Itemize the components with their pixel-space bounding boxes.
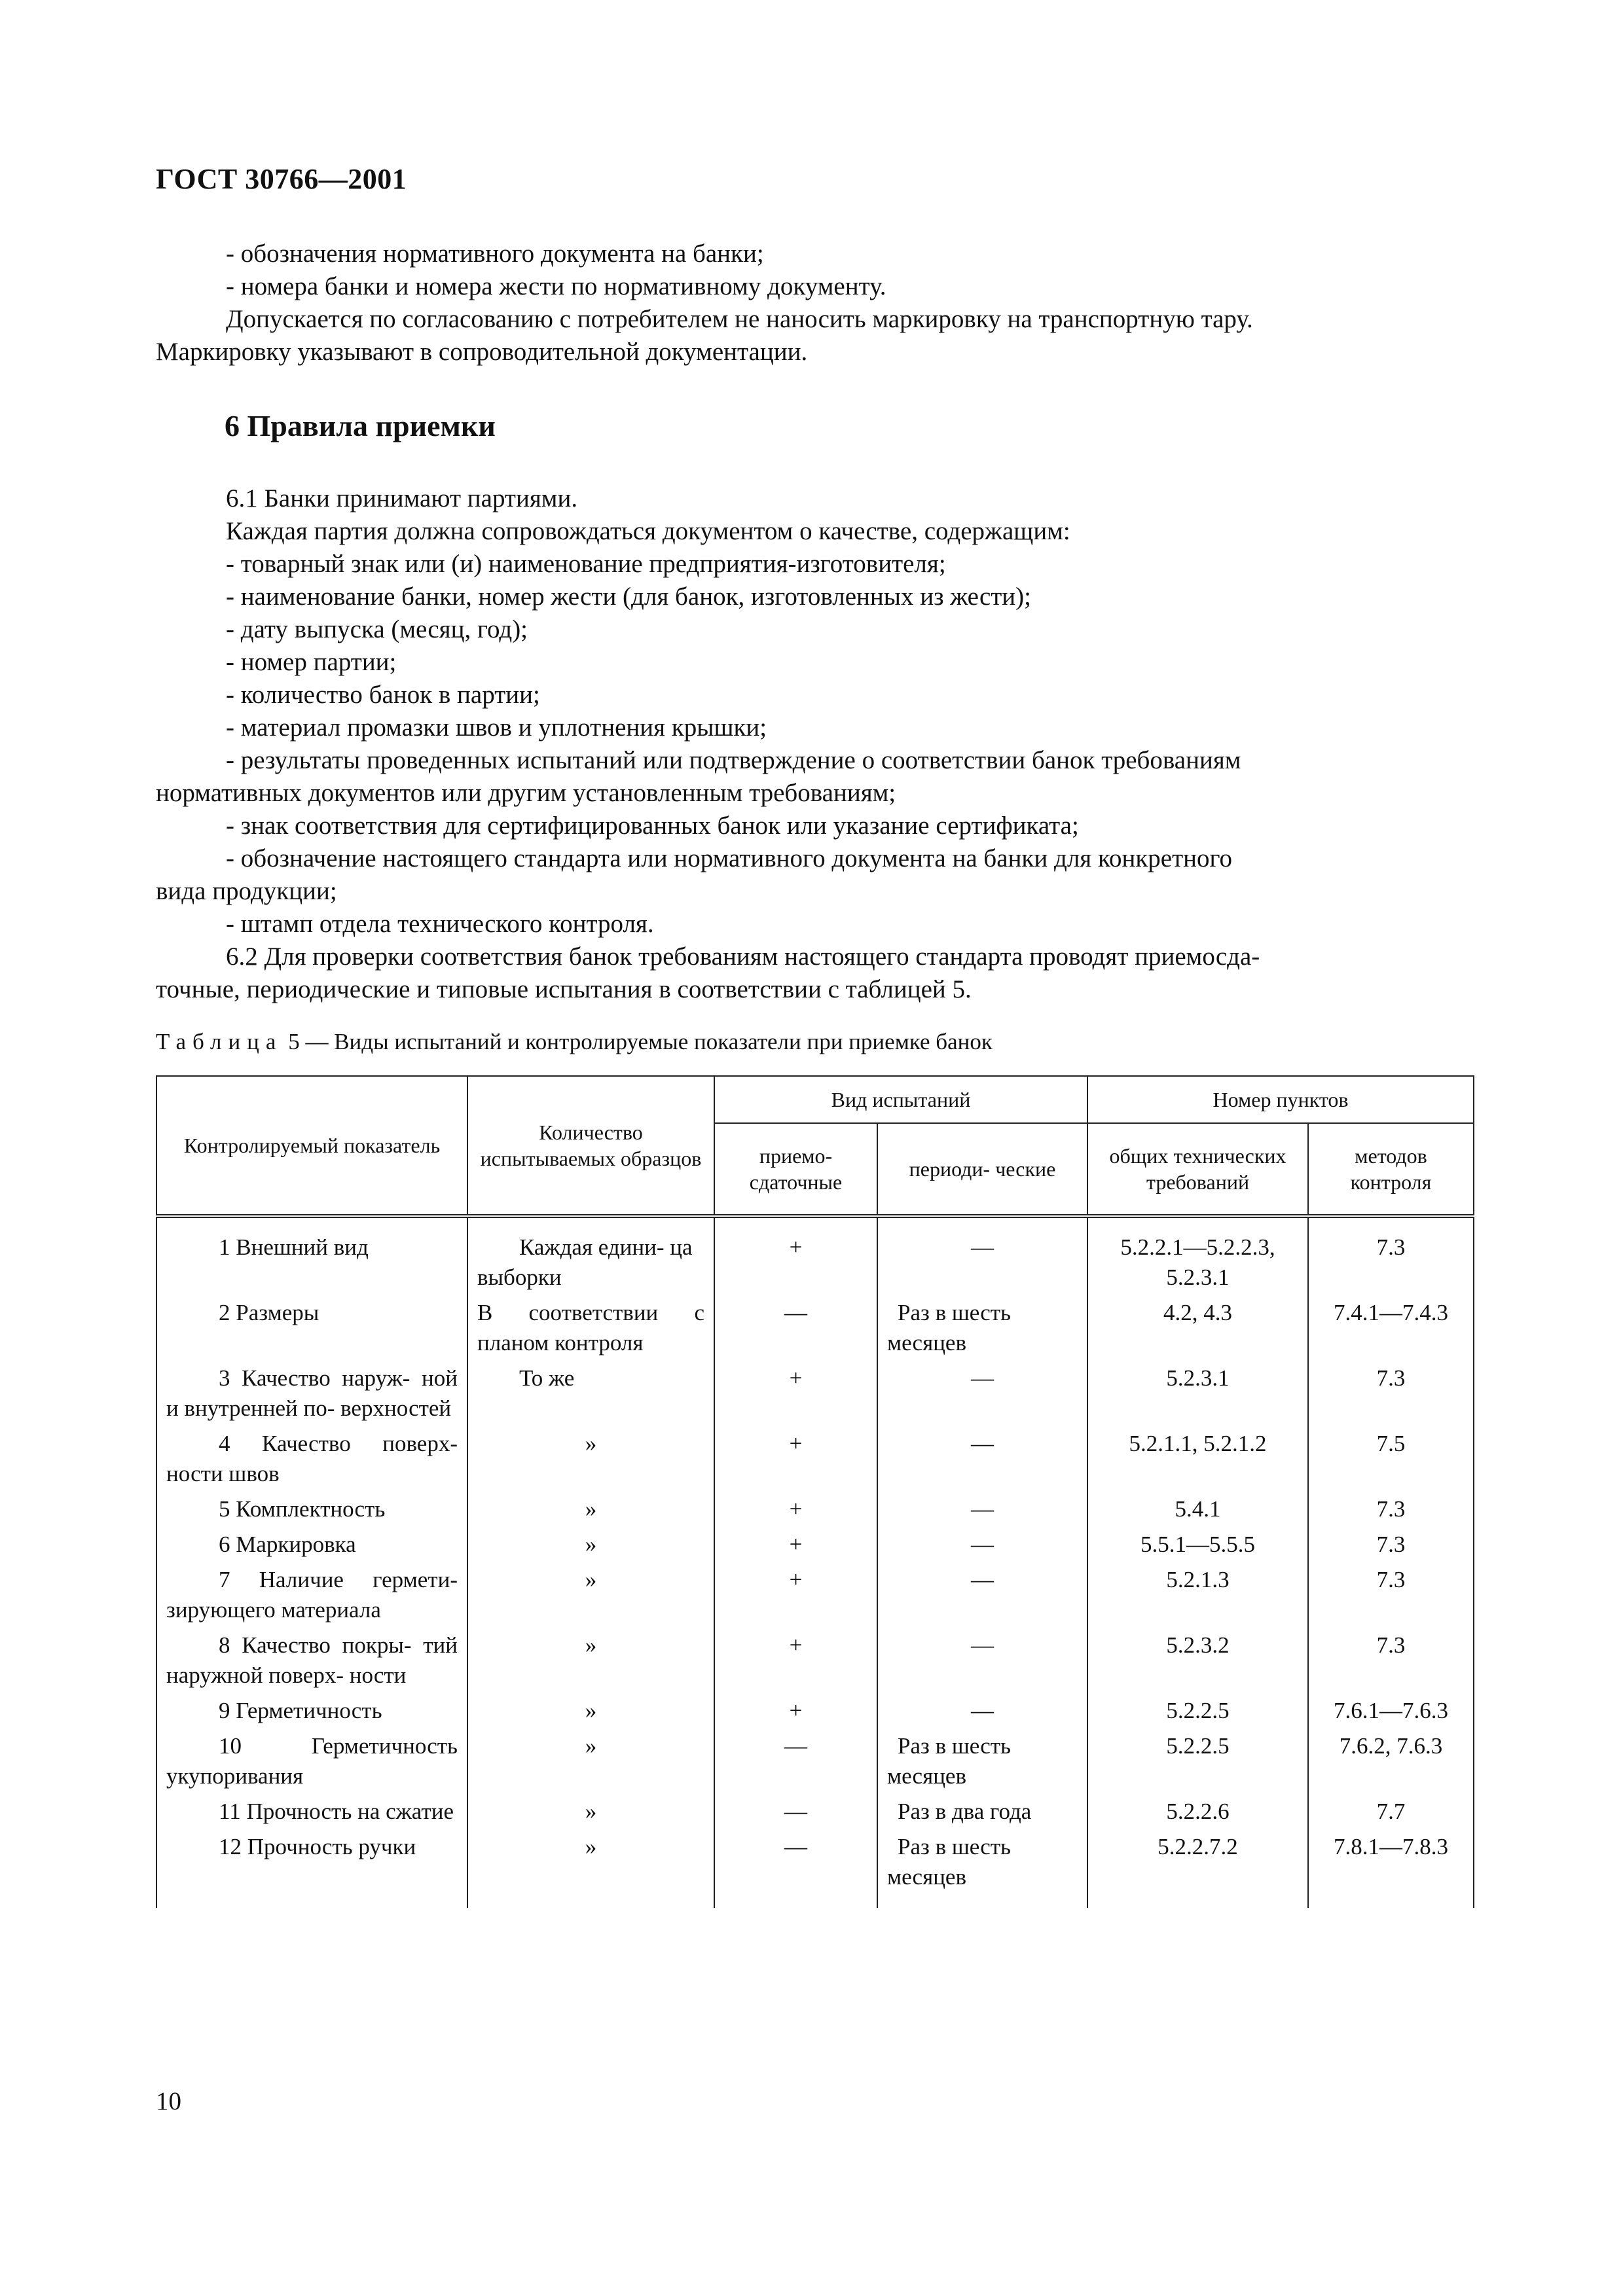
intro-line: - номера банки и номера жести по нормативному документу. xyxy=(226,272,886,300)
cell-methods: 7.6.2, 7.6.3 xyxy=(1308,1729,1474,1794)
paragraph-6-2: 6.2 Для проверки соответствия банок требованиям настоящего стандарта проводят приемосда- xyxy=(226,942,1260,971)
cell-acceptance: — xyxy=(714,1295,877,1361)
paragraph-6-1: 6.1 Банки принимают партиями. xyxy=(226,484,578,512)
document-header: ГОСТ 30766—2001 xyxy=(156,163,407,195)
intro-line: - обозначения нормативного документа на банки; xyxy=(226,240,764,268)
cell-samples: » xyxy=(467,1562,714,1628)
cell-general: 5.2.2.7.2 xyxy=(1087,1829,1308,1908)
list-item: - товарный знак или (и) наименование предприятия-изготовителя; xyxy=(226,550,946,578)
cell-samples: » xyxy=(467,1829,714,1908)
cell-samples: Каждая едини- ца выборки xyxy=(467,1216,714,1295)
cell-methods: 7.6.1—7.6.3 xyxy=(1308,1693,1474,1729)
table-row xyxy=(156,1729,1474,1794)
cell-indicator: 12 Прочность ручки xyxy=(156,1829,467,1908)
paragraph-6-2-continuation: точные, периодические и типовые испытания в соответствии с таблицей 5. xyxy=(156,975,972,1003)
cell-indicator: 1 Внешний вид xyxy=(156,1216,467,1295)
list-item: - штамп отдела технического контроля. xyxy=(226,910,654,938)
cell-indicator: 2 Размеры xyxy=(156,1295,467,1361)
table-row xyxy=(156,1295,1474,1361)
cell-methods: 7.3 xyxy=(1308,1527,1474,1562)
header-indicator: Контролируемый показатель xyxy=(156,1076,467,1216)
list-item: - количество банок в партии; xyxy=(226,681,540,709)
cell-periodic: Раз в шесть месяцев xyxy=(877,1829,1087,1908)
cell-general: 5.2.1.3 xyxy=(1087,1562,1308,1628)
intro-paragraph-line: Маркировку указывают в сопроводительной документации. xyxy=(156,338,808,366)
cell-methods: 7.3 xyxy=(1308,1628,1474,1693)
cell-acceptance: + xyxy=(714,1426,877,1492)
cell-general: 5.2.3.1 xyxy=(1087,1361,1308,1426)
table-caption xyxy=(156,1029,993,1055)
list-item-continuation: вида продукции; xyxy=(156,877,337,905)
table-row xyxy=(156,1628,1474,1693)
cell-samples: То же xyxy=(467,1361,714,1426)
page-number: 10 xyxy=(156,2087,181,2115)
cell-acceptance: + xyxy=(714,1628,877,1693)
cell-samples: В соответствии с планом контроля xyxy=(467,1295,714,1361)
list-item: - наименование банки, номер жести (для банок, изготовленных из жести); xyxy=(226,583,1031,611)
section-body xyxy=(156,482,1473,1006)
intro-block xyxy=(156,238,1473,368)
cell-samples: » xyxy=(467,1492,714,1527)
table-row xyxy=(156,1794,1474,1829)
table-row xyxy=(156,1527,1474,1562)
cell-indicator: 7 Наличие гермети- зирующего материала xyxy=(156,1562,467,1628)
cell-methods: 7.5 xyxy=(1308,1426,1474,1492)
table-caption-word: Таблица xyxy=(156,1029,283,1054)
cell-general: 5.2.1.1, 5.2.1.2 xyxy=(1087,1426,1308,1492)
cell-methods: 7.3 xyxy=(1308,1216,1474,1295)
header-clause-numbers: Номер пунктов xyxy=(1087,1076,1474,1123)
cell-indicator: 3 Качество наруж- ной и внутренней по- верхностей xyxy=(156,1361,467,1426)
cell-general: 5.5.1—5.5.5 xyxy=(1087,1527,1308,1562)
cell-acceptance: — xyxy=(714,1729,877,1794)
cell-indicator: 10 Герметичность укупоривания xyxy=(156,1729,467,1794)
paragraph-6-1-intro: Каждая партия должна сопровождаться документом о качестве, содержащим: xyxy=(226,517,1070,545)
cell-acceptance: + xyxy=(714,1216,877,1295)
cell-periodic: — xyxy=(877,1361,1087,1426)
cell-samples: » xyxy=(467,1794,714,1829)
intro-paragraph-line: Допускается по согласованию с потребителем не наносить маркировку на транспортную тару. xyxy=(226,305,1253,333)
cell-acceptance: — xyxy=(714,1794,877,1829)
list-item: - знак соответствия для сертифицированных банок или указание сертификата; xyxy=(226,812,1079,840)
cell-indicator: 11 Прочность на сжатие xyxy=(156,1794,467,1829)
cell-general: 5.2.2.5 xyxy=(1087,1729,1308,1794)
cell-samples: » xyxy=(467,1693,714,1729)
cell-acceptance: + xyxy=(714,1527,877,1562)
cell-methods: 7.4.1—7.4.3 xyxy=(1308,1295,1474,1361)
cell-methods: 7.7 xyxy=(1308,1794,1474,1829)
table-caption-text: 5 — Виды испытаний и контролируемые показатели при приемке банок xyxy=(288,1029,993,1054)
cell-indicator: 9 Герметичность xyxy=(156,1693,467,1729)
cell-methods: 7.3 xyxy=(1308,1361,1474,1426)
table-row xyxy=(156,1426,1474,1492)
list-item: - номер партии; xyxy=(226,648,397,676)
table-row xyxy=(156,1829,1474,1908)
cell-periodic: — xyxy=(877,1693,1087,1729)
acceptance-table xyxy=(156,1075,1474,1908)
list-item-continuation: нормативных документов или другим установленным требованиям; xyxy=(156,779,896,807)
table-row xyxy=(156,1492,1474,1527)
cell-acceptance: + xyxy=(714,1492,877,1527)
cell-periodic: Раз в шесть месяцев xyxy=(877,1729,1087,1794)
cell-acceptance: + xyxy=(714,1361,877,1426)
cell-periodic: — xyxy=(877,1628,1087,1693)
section-heading: 6 Правила приемки xyxy=(225,409,496,442)
cell-samples: » xyxy=(467,1729,714,1794)
cell-methods: 7.8.1—7.8.3 xyxy=(1308,1829,1474,1908)
header-test-type: Вид испытаний xyxy=(714,1076,1087,1123)
header-general: общих технических требований xyxy=(1087,1123,1308,1216)
cell-periodic: — xyxy=(877,1216,1087,1295)
cell-general: 5.4.1 xyxy=(1087,1492,1308,1527)
cell-general: 4.2, 4.3 xyxy=(1087,1295,1308,1361)
cell-periodic: — xyxy=(877,1492,1087,1527)
list-item: - материал промазки швов и уплотнения крышки; xyxy=(226,713,767,742)
cell-samples: » xyxy=(467,1426,714,1492)
cell-periodic: Раз в шесть месяцев xyxy=(877,1295,1087,1361)
cell-periodic: Раз в два года xyxy=(877,1794,1087,1829)
cell-indicator: 4 Качество поверх- ности швов xyxy=(156,1426,467,1492)
cell-acceptance: + xyxy=(714,1562,877,1628)
list-item: - дату выпуска (месяц, год); xyxy=(226,615,528,643)
header-acceptance: приемо- сдаточные xyxy=(714,1123,877,1216)
cell-acceptance: + xyxy=(714,1693,877,1729)
cell-periodic: — xyxy=(877,1426,1087,1492)
table-row xyxy=(156,1361,1474,1426)
table-row xyxy=(156,1562,1474,1628)
cell-acceptance: — xyxy=(714,1829,877,1908)
header-periodic: периоди- ческие xyxy=(877,1123,1087,1216)
cell-periodic: — xyxy=(877,1527,1087,1562)
list-item: - обозначение настоящего стандарта или нормативного документа на банки для конкретного xyxy=(226,844,1233,872)
cell-indicator: 6 Маркировка xyxy=(156,1527,467,1562)
cell-indicator: 5 Комплектность xyxy=(156,1492,467,1527)
table-row xyxy=(156,1216,1474,1295)
cell-indicator: 8 Качество покры- тий наружной поверх- ности xyxy=(156,1628,467,1693)
cell-samples: » xyxy=(467,1527,714,1562)
cell-general: 5.2.2.1—5.2.2.3, 5.2.3.1 xyxy=(1087,1216,1308,1295)
header-samples: Количество испытываемых образцов xyxy=(467,1076,714,1216)
cell-general: 5.2.2.5 xyxy=(1087,1693,1308,1729)
cell-general: 5.2.2.6 xyxy=(1087,1794,1308,1829)
cell-periodic: — xyxy=(877,1562,1087,1628)
header-methods: методов контроля xyxy=(1308,1123,1474,1216)
table-row xyxy=(156,1693,1474,1729)
cell-methods: 7.3 xyxy=(1308,1562,1474,1628)
cell-methods: 7.3 xyxy=(1308,1492,1474,1527)
cell-samples: » xyxy=(467,1628,714,1693)
list-item: - результаты проведенных испытаний или подтверждение о соответствии банок требованиям xyxy=(226,746,1241,774)
cell-general: 5.2.3.2 xyxy=(1087,1628,1308,1693)
